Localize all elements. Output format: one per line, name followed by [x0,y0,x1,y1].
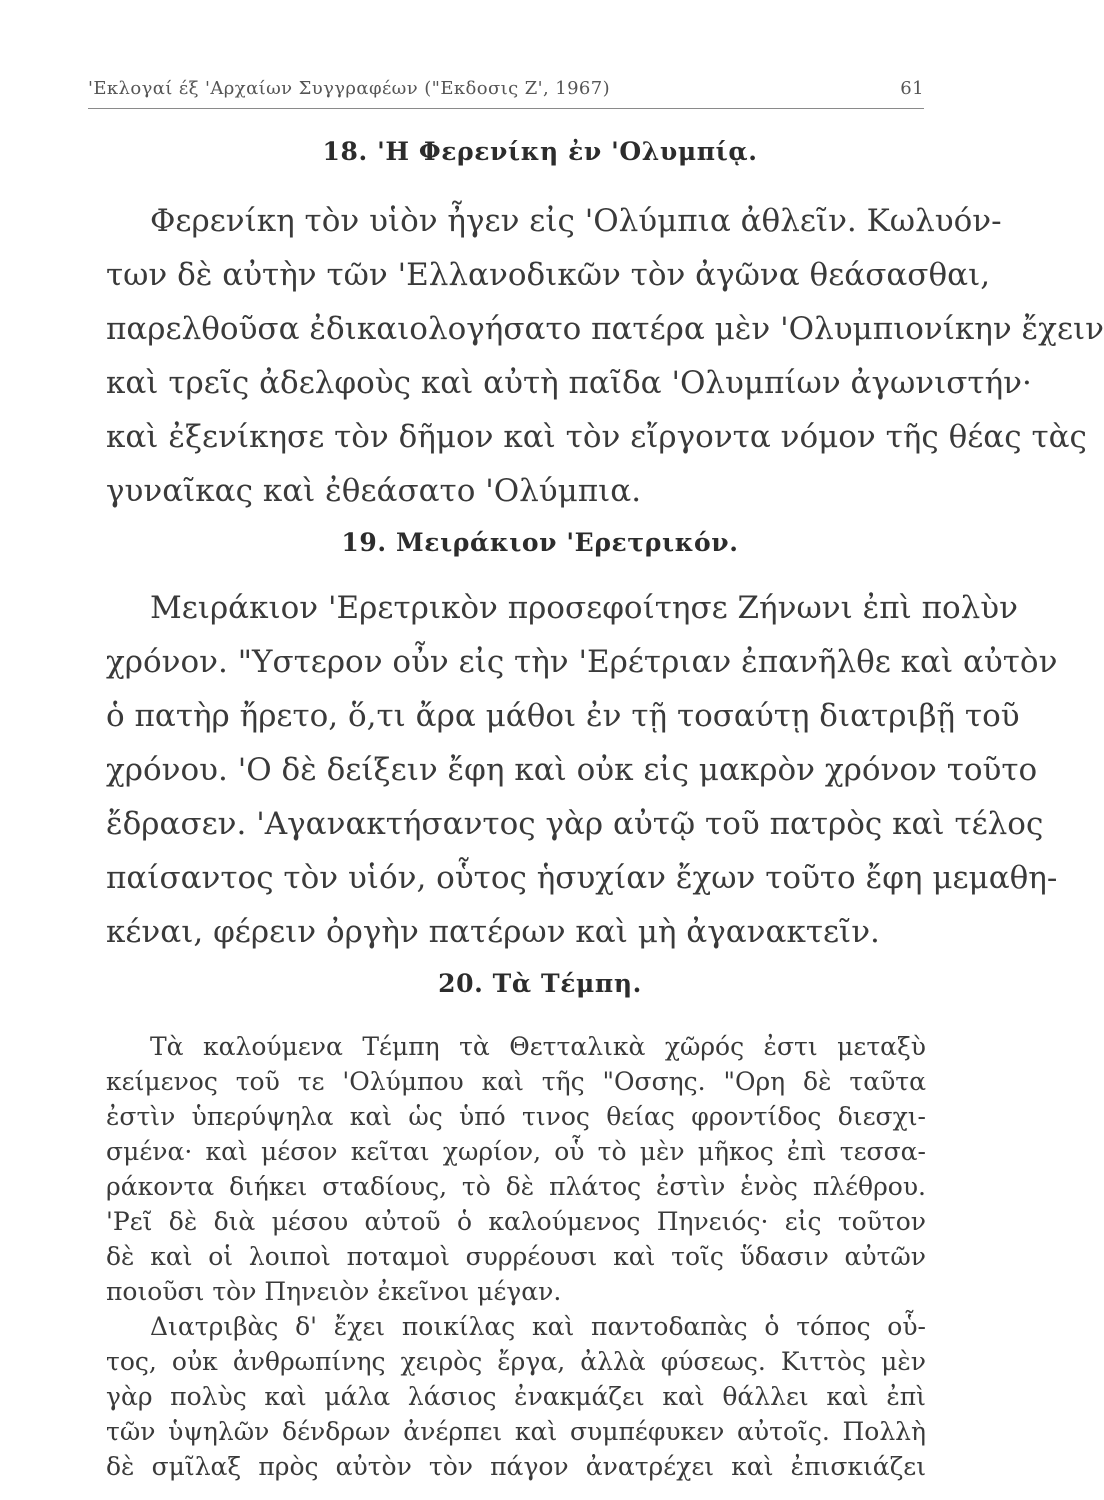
section-heading-20: 20. Τὰ Τέμπη. [438,969,642,998]
section-heading-19: 19. Μειράκιον 'Ερετρικόν. [341,528,739,557]
text-line: κέναι, φέρειν ὀργὴν πατέρων καὶ μὴ ἀγανακτεῖν. [106,914,880,950]
text-line: Φερενίκη τὸν υἱὸν ἦγεν εἰς 'Ολύμπια ἀθλεῖν. Κωλυόν- [150,203,1002,239]
page-number: 61 [900,78,924,99]
running-header [88,78,924,109]
text-line: ἔδρασεν. 'Αγανακτήσαντος γὰρ αὐτῷ τοῦ πατρὸς καὶ τέλος [106,806,1044,842]
text-line: παρελθοῦσα ἐδικαιολογήσατο πατέρα μὲν 'Ολυμπιονίκην ἔχειν [106,311,1104,347]
text-line: ράκοντα διήκει σταδίους, τὸ δὲ πλάτος ἐστὶν ἑνὸς πλέθρου. [106,1172,926,1201]
text-line: κείμενος τοῦ τε 'Ολύμπου καὶ τῆς "Οσσης. "Ορη δὲ ταῦτα [106,1067,926,1096]
text-line: σμένα· καὶ μέσον κεῖται χωρίον, οὗ τὸ μὲν μῆκος ἐπὶ τεσσα- [106,1137,926,1166]
text-line: Διατριβὰς δ' ἔχει ποικίλας καὶ παντοδαπὰς ὁ τόπος οὗ- [150,1312,926,1341]
text-line: γυναῖκας καὶ ἐθεάσατο 'Ολύμπια. [106,473,642,509]
section-heading-18: 18. 'Η Φερενίκη ἐν 'Ολυμπίᾳ. [322,137,758,166]
text-line: Τὰ καλούμενα Τέμπη τὰ Θετταλικὰ χῶρός ἐστι μεταξὺ [150,1032,926,1061]
text-line: παίσαντος τὸν υἱόν, οὗτος ἡσυχίαν ἔχων τοῦτο ἔφη μεμαθη- [106,860,1058,896]
text-line: 'Ρεῖ δὲ διὰ μέσου αὐτοῦ ὁ καλούμενος Πηνειός· εἰς τοῦτον [106,1207,926,1236]
text-line: τῶν ὑψηλῶν δένδρων ἀνέρπει καὶ συμπέφυκεν αὐτοῖς. Πολλὴ [106,1417,926,1446]
text-line: των δὲ αὐτὴν τῶν 'Ελλανοδικῶν τὸν ἀγῶνα θεάσασθαι, [106,257,991,293]
running-title: 'Εκλογαί έξ 'Αρχαίων Συγγραφέων ("Εκδοσις Ζ', 1967) [88,78,611,99]
text-line: δὲ καὶ οἱ λοιποὶ ποταμοὶ συρρέουσι καὶ τοῖς ὕδασιν αὐτῶν [106,1242,926,1271]
text-line: χρόνον. "Υστερον οὖν εἰς τὴν 'Ερέτριαν ἐπανῆλθε καὶ αὐτὸν [106,644,1058,680]
text-line: ποιοῦσι τὸν Πηνειὸν ἐκεῖνοι μέγαν. [106,1277,562,1306]
text-line: ὁ πατὴρ ἤρετο, ὅ,τι ἄρα μάθοι ἐν τῇ τοσαύτῃ διατριβῇ τοῦ [106,698,1020,734]
text-line: δὲ σμῖλαξ πρὸς αὐτὸν τὸν πάγον ἀνατρέχει καὶ ἐπισκιάζει [106,1452,926,1481]
text-line: ἐστὶν ὑπερύψηλα καὶ ὡς ὑπό τινος θείας φροντίδος διεσχι- [106,1102,926,1131]
text-line: Μειράκιον 'Ερετρικὸν προσεφοίτησε Ζήνωνι ἐπὶ πολὺν [150,590,1018,626]
text-line: καὶ ἐξενίκησε τὸν δῆμον καὶ τὸν εἴργοντα νόμον τῆς θέας τὰς [106,419,1087,455]
text-line: χρόνου. 'Ο δὲ δείξειν ἔφη καὶ οὐκ εἰς μακρὸν χρόνον τοῦτο [106,752,1038,788]
text-line: καὶ τρεῖς ἀδελφοὺς καὶ αὐτὴ παῖδα 'Ολυμπίων ἀγωνιστήν· [106,365,1032,401]
text-line: τος, οὐκ ἀνθρωπίνης χειρὸς ἔργα, ἀλλὰ φύσεως. Κιττὸς μὲν [106,1347,926,1376]
text-line: γὰρ πολὺς καὶ μάλα λάσιος ἐνακμάζει καὶ θάλλει καὶ ἐπὶ [106,1382,926,1411]
